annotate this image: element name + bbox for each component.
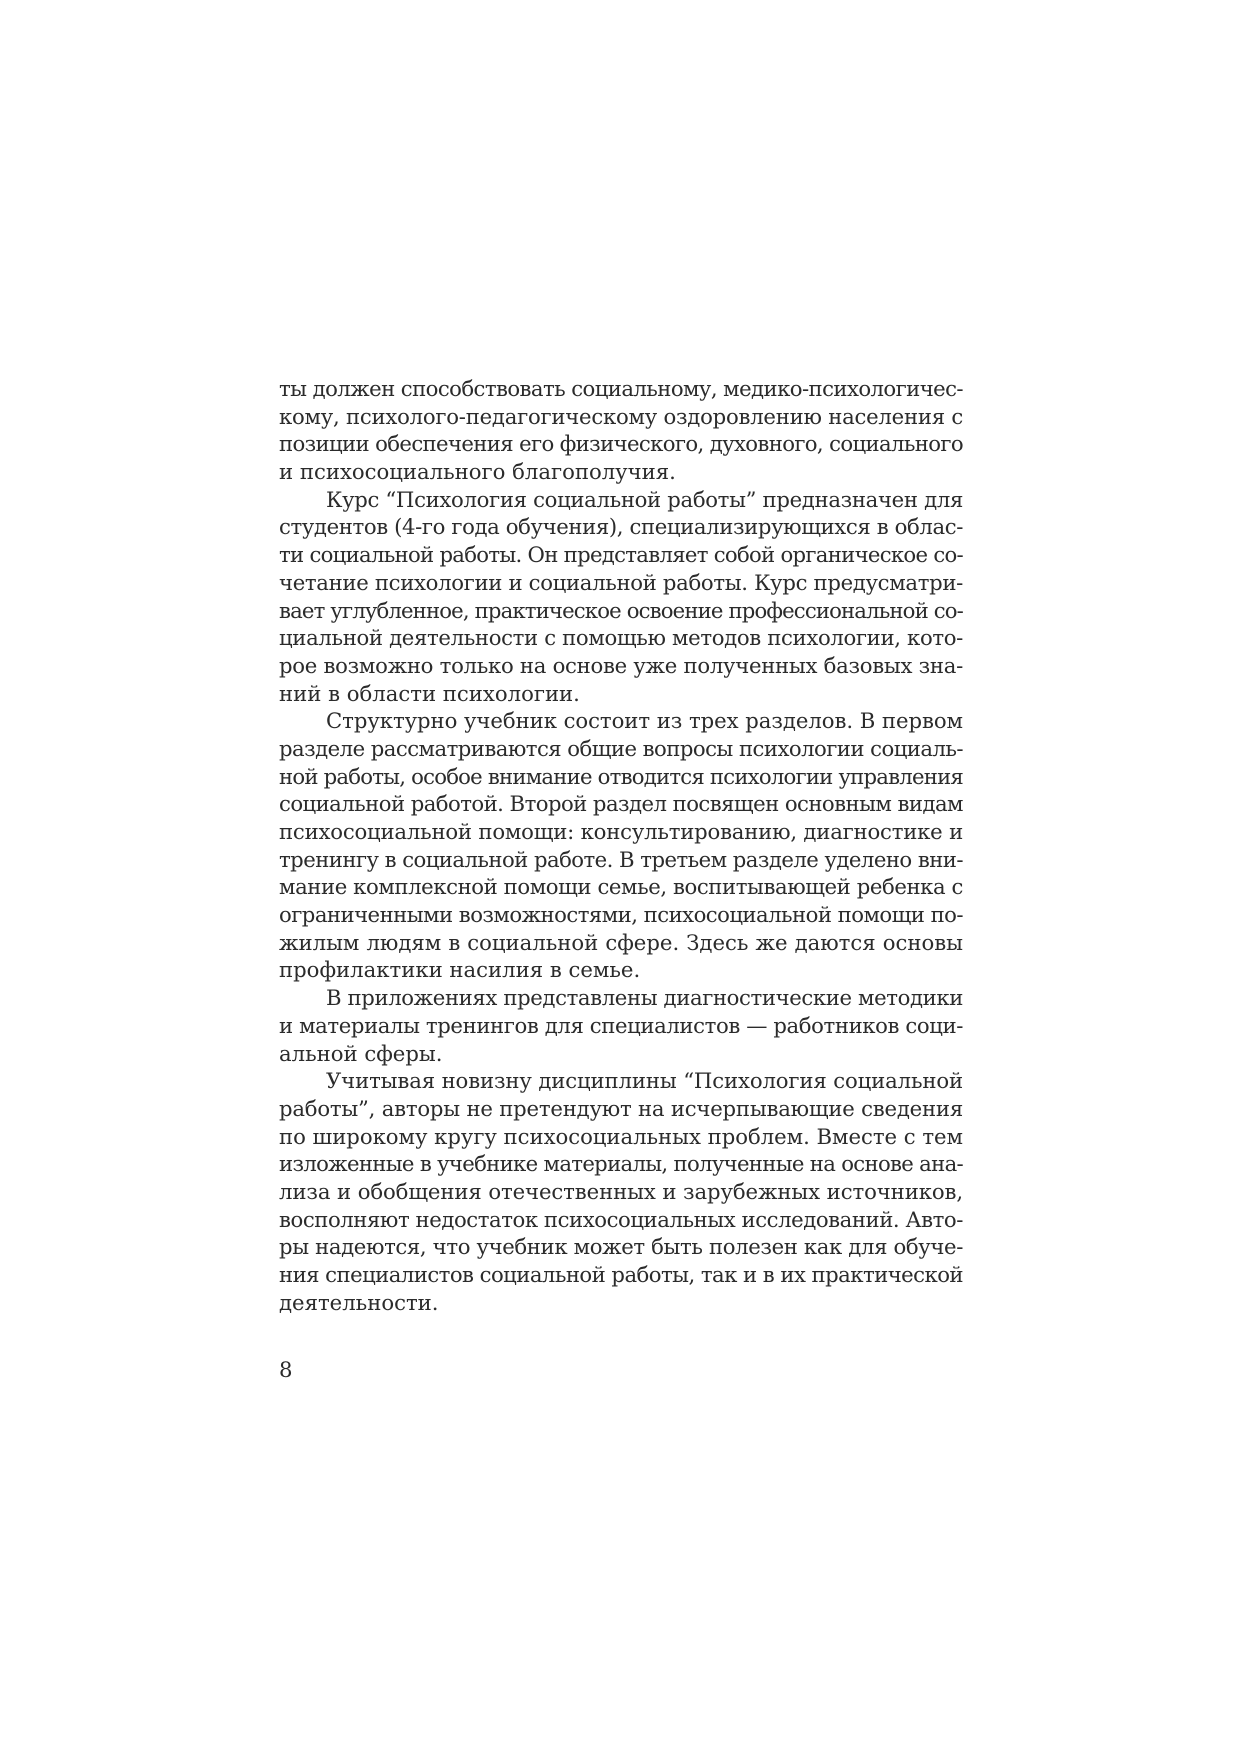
paragraph <box>279 486 963 708</box>
text-line: ний в области психологии. <box>279 680 580 706</box>
text-line: Учитывая новизну дисциплины “Психология социальной <box>326 1068 963 1094</box>
text-line: ти социальной работы. Он представляет собой органическое со- <box>279 542 963 568</box>
text-line: ной работы, особое внимание отводится психологии управления <box>279 763 963 789</box>
text-line: работы”, авторы не претендуют на исчерпывающие сведения <box>279 1095 963 1121</box>
text-line: циальной деятельности с помощью методов психологии, кото- <box>279 625 963 651</box>
text-line: и материалы тренингов для специалистов — работников соци- <box>279 1012 963 1038</box>
text-line: студентов (4-го года обучения), специализирующихся в облас- <box>279 514 963 540</box>
text-line: профилактики насилия в семье. <box>279 957 641 983</box>
text-line: Структурно учебник состоит из трех разделов. В первом <box>326 708 963 734</box>
paragraph <box>279 375 963 486</box>
text-line: В приложениях представлены диагностические методики <box>326 985 963 1011</box>
paragraph <box>279 707 963 984</box>
paragraph <box>279 1067 963 1316</box>
text-line: деятельности. <box>279 1289 439 1315</box>
text-line: жилым людям в социальной сфере. Здесь же даются основы <box>279 929 963 955</box>
text-line: вает углубленное, практическое освоение профессиональной со- <box>279 597 963 623</box>
text-line: четание психологии и социальной работы. Курс предусматри- <box>279 569 963 595</box>
text-line: психосоциальной помощи: консультированию, диагностике и <box>279 819 963 844</box>
text-line: мание комплексной помощи семье, воспитывающей ребенка с <box>279 874 963 900</box>
text-line: восполняют недостаток психосоциальных исследований. Авто- <box>279 1206 963 1232</box>
text-line: ты должен способствовать социальному, медико-психологичес- <box>279 376 963 401</box>
text-line: кому, психолого-педагогическому оздоровлению населения с <box>279 403 963 429</box>
text-line: рое возможно только на основе уже полученных базовых зна- <box>279 652 963 678</box>
text-line: ограниченными возможностями, психосоциальной помощи по- <box>279 902 963 928</box>
text-line: тренингу в социальной работе. В третьем разделе уделено вни- <box>279 846 963 872</box>
body-text <box>279 375 963 1316</box>
paragraph <box>279 984 963 1067</box>
text-line: Курс “Психология социальной работы” предназначен для <box>326 486 963 512</box>
text-line: и психосоциального благополучия. <box>279 459 676 485</box>
page-number: 8 <box>279 1357 293 1382</box>
text-line: позиции обеспечения его физического, духовного, социального <box>279 431 963 457</box>
text-line: ры надеются, что учебник может быть полезен как для обуче- <box>279 1234 963 1260</box>
text-line: разделе рассматриваются общие вопросы психологии социаль- <box>279 735 963 761</box>
text-line: социальной работой. Второй раздел посвящен основным видам <box>279 791 963 817</box>
text-line: ния специалистов социальной работы, так и в их практической <box>279 1262 963 1287</box>
text-line: изложенные в учебнике материалы, полученные на основе ана- <box>279 1151 964 1177</box>
text-line: альной сферы. <box>279 1040 443 1066</box>
text-line: по широкому кругу психосоциальных проблем. Вместе с тем <box>279 1123 963 1149</box>
text-line: лиза и обобщения отечественных и зарубежных источников, <box>279 1178 963 1204</box>
